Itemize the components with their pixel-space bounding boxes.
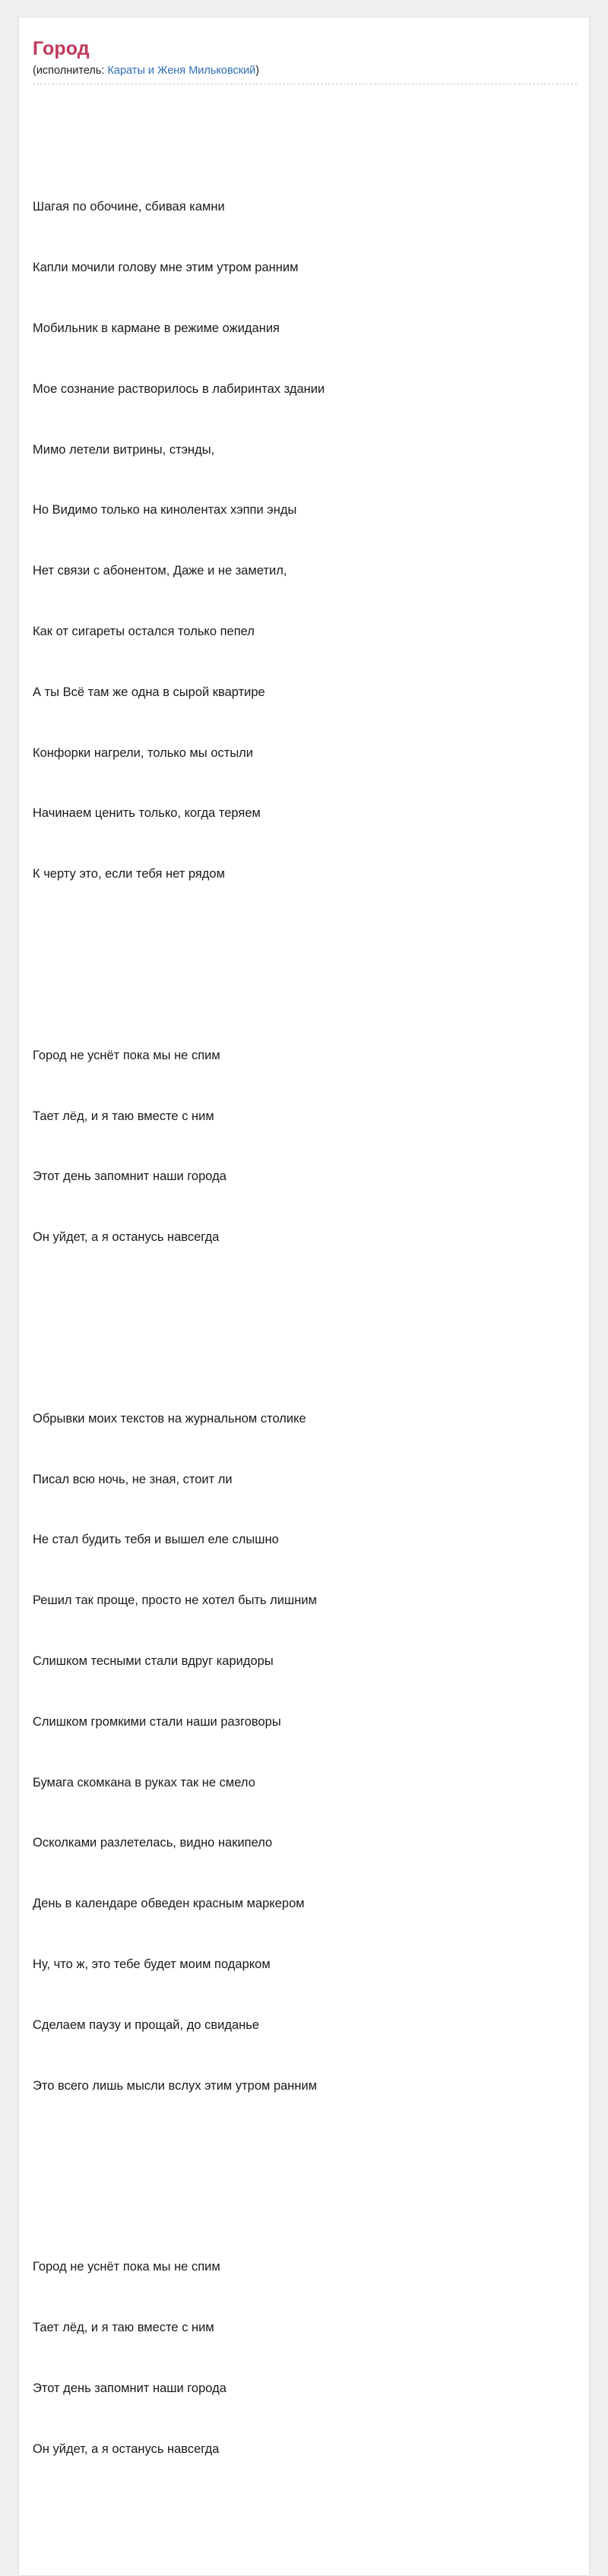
lyrics-line: Обрывки моих текстов на журнальном столике (33, 1411, 306, 1426)
lyrics-line: Конфорки нагрели, только мы остыли (33, 745, 254, 760)
lyrics-line: Как от сигареты остался только пепел (33, 624, 255, 638)
lyrics-line: Мобильник в кармане в режиме ожидания (33, 321, 280, 336)
lyrics-line: Начинаем ценить только, когда теряем (33, 806, 261, 821)
lyrics-verse (33, 1005, 577, 1288)
lyrics-line: Мимо летели витрины, стэнды, (33, 442, 215, 457)
lyrics-line: Мое сознание растворилось в лабиринтах здании (33, 381, 325, 396)
lyrics-line: Он уйдет, а я останусь навсегда (33, 2442, 220, 2456)
lyrics-line: Не стал будить тебя и вышел еле слышно (33, 1533, 279, 1547)
lyrics-line: День в календаре обведен красным маркером (33, 1897, 305, 1911)
lyrics-line: Он уйдет, а я останусь навсегда (33, 1230, 220, 1245)
sheet-inner (19, 39, 589, 2560)
artist-suffix-label: ) (255, 64, 260, 77)
lyrics-line: Ну, что ж, это тебе будет моим подарком (33, 1957, 271, 1971)
lyrics-body (33, 97, 577, 2561)
lyrics-line: Это всего лишь мысли вслух этим утром ранним (33, 2078, 318, 2093)
lyrics-line: Нет связи с абонентом, Даже и не заметил, (33, 564, 287, 578)
lyrics-line: Слишком тесными стали вдруг каридоры (33, 1654, 274, 1669)
page-title: Город (33, 38, 90, 59)
lyrics-line: А ты Всё там же одна в сырой квартире (33, 685, 265, 699)
artist-prefix-label: (исполнитель: (33, 64, 108, 77)
lyrics-line: Город не уснёт пока мы не спим (33, 1048, 220, 1062)
lyrics-verse (33, 1369, 577, 2137)
lyrics-line: Тает лёд, и я таю вместе с ним (33, 1109, 214, 1123)
lyrics-line: Тает лёд, и я таю вместе с ним (33, 2321, 214, 2335)
lyrics-line: Писал всю ночь, не зная, стоит ли (33, 1472, 233, 1486)
artist-link[interactable]: Караты и Женя Мильковский (107, 64, 256, 77)
lyrics-verse (33, 2217, 577, 2499)
lyrics-line: Этот день запомнит наши города (33, 2381, 226, 2395)
lyrics-line: К черту это, если тебя нет рядом (33, 867, 225, 881)
lyrics-verse (33, 157, 577, 925)
artist-line (33, 65, 577, 84)
lyrics-line: Осколками разлетелась, видно накипело (33, 1836, 273, 1850)
lyrics-line: Решил так проще, просто не хотел быть лишним (33, 1593, 317, 1608)
lyrics-line: Сделаем паузу и прощай, до свиданье (33, 2017, 260, 2032)
lyrics-line: Капли мочили голову мне этим утром ранним (33, 261, 299, 275)
lyrics-line: Бумага скомкана в руках так не смело (33, 1775, 255, 1790)
lyrics-line: Шагая по обочине, сбивая камни (33, 200, 225, 214)
lyrics-line: Но Видимо только на кинолентах хэппи энды (33, 503, 297, 517)
lyrics-line: Город не уснёт пока мы не спим (33, 2260, 220, 2274)
lyrics-line: Слишком громкими стали наши разговоры (33, 1714, 281, 1729)
lyrics-sheet (18, 17, 590, 2576)
lyrics-line: Этот день запомнит наши города (33, 1169, 226, 1184)
